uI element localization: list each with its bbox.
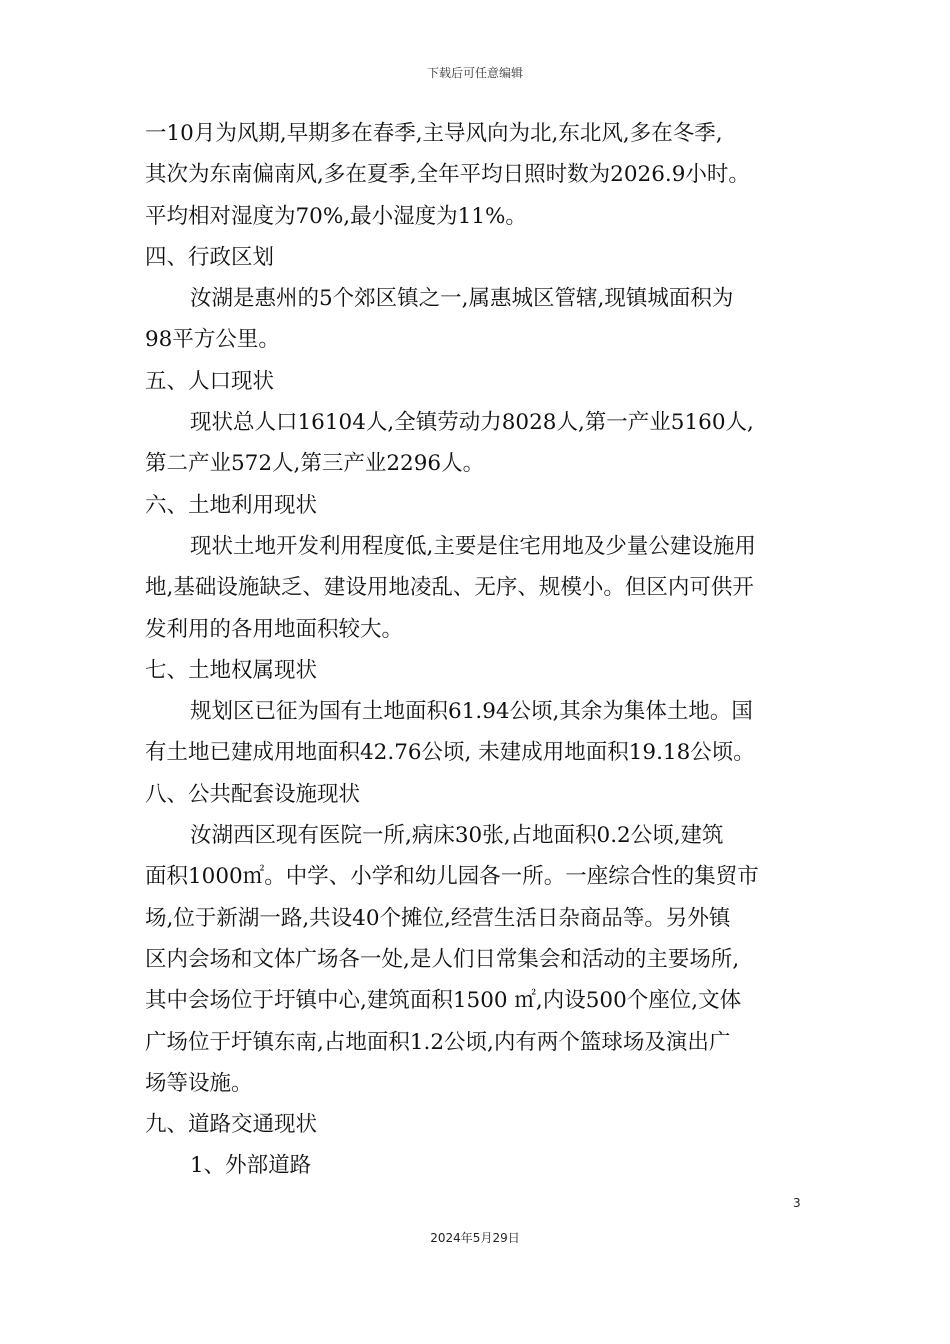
body-line: 场,位于新湖一路,共设40个摊位,经营生活日杂商品等。另外镇 [145,905,731,931]
body-line: 现状总人口16104人,全镇劳动力8028人,第一产业5160人, [190,410,754,436]
document-body [145,113,810,1187]
body-line: 区内会场和文体广场各一处,是人们日常集会和活动的主要场所, [145,946,740,972]
body-line: 其次为东南偏南风,多在夏季,全年平均日照时数为2026.9小时。 [145,162,750,188]
body-line: 规划区已征为国有土地面积61.94公顷,其余为集体土地。国 [190,699,753,725]
footer-date: 2024年5月29日 [430,1231,520,1245]
section-heading-population: 五、人口现状 [145,368,275,394]
section-heading-land-ownership: 七、土地权属现状 [145,657,318,683]
body-line: 现状土地开发利用程度低,主要是住宅用地及少量公建设施用 [190,533,756,559]
section-heading-public-facilities: 八、公共配套设施现状 [145,781,361,807]
page-number: 3 [793,1196,801,1210]
section-heading-land-use: 六、土地利用现状 [145,492,318,518]
body-line: 其中会场位于圩镇中心,建筑面积1500 ㎡,内设500个座位,文体 [145,988,742,1014]
body-line: 场等设施。 [145,1070,253,1096]
body-line: 地,基础设施缺乏、建设用地凌乱、无序、规模小。但区内可供开 [145,575,754,601]
body-line: 发利用的各用地面积较大。 [145,616,404,642]
section-heading-road-traffic: 九、道路交通现状 [145,1112,318,1138]
body-line: 汝湖西区现有医院一所,病床30张,占地面积0.2公顷,建筑 [190,823,724,849]
subsection-heading-external-roads: 1、外部道路 [190,1153,312,1179]
body-line: 面积1000㎡。中学、小学和幼儿园各一所。一座综合性的集贸市 [145,864,759,890]
section-heading-administrative-division: 四、行政区划 [145,244,275,270]
body-line: 第二产业572人,第三产业2296人。 [145,451,485,477]
body-line: 汝湖是惠州的5个郊区镇之一,属惠城区管辖,现镇城面积为 [190,286,734,312]
page-header: 下载后可任意编辑 [426,66,523,80]
body-line: 一10月为风期,早期多在春季,主导风向为北,东北风,多在冬季, [145,121,723,146]
body-line: 广场位于圩镇东南,占地面积1.2公顷,内有两个篮球场及演出广 [145,1029,731,1055]
body-line: 平均相对湿度为70%,最小湿度为11%。 [145,203,527,229]
body-line: 有土地已建成用地面积42.76公顷, 未建成用地面积19.18公顷。 [145,740,755,766]
body-line: 98平方公里。 [145,327,280,353]
